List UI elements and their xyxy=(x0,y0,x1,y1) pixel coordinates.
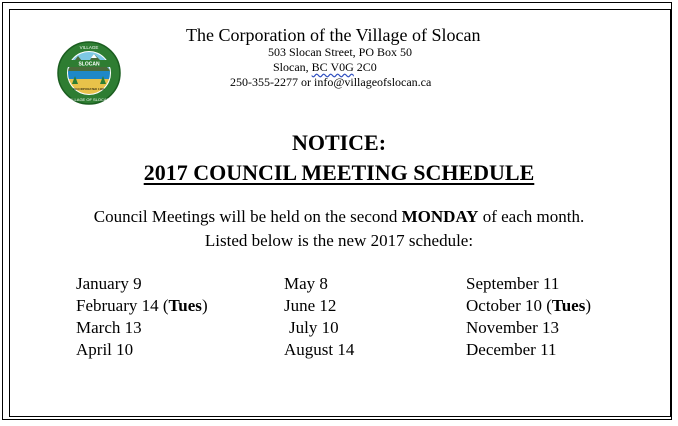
schedule-date-paren: ) xyxy=(585,296,591,315)
schedule-date: November 13 xyxy=(466,318,560,337)
seal-top-text: VILLAGE xyxy=(79,45,99,50)
notice-subheading: 2017 COUNCIL MEETING SCHEDULE xyxy=(143,160,535,185)
meeting-rule-text xyxy=(0,207,678,227)
seal-bottom-text: VILLAGE OF SLOCAN xyxy=(68,97,110,102)
schedule-intro-text: Listed below is the new 2017 schedule: xyxy=(204,231,474,250)
schedule-date: January 9 xyxy=(76,274,142,293)
schedule-date xyxy=(466,296,591,316)
schedule-date: September 11 xyxy=(466,274,560,293)
schedule-date: March 13 xyxy=(76,318,142,337)
schedule-date xyxy=(76,296,208,316)
schedule-date: August 14 xyxy=(284,340,355,359)
address-postal-suffix: 2C0 xyxy=(353,60,377,74)
schedule-date-text: October 10 ( xyxy=(466,296,552,315)
schedule-date-weekday: Tues xyxy=(168,296,202,315)
village-seal-icon xyxy=(56,40,122,106)
organization-title: The Corporation of the Village of Slocan xyxy=(186,25,481,45)
address-postal-prefix: BC V0G xyxy=(311,60,354,74)
seal-ribbon-text: SLOCAN xyxy=(78,61,100,68)
schedule-date: June 12 xyxy=(284,296,337,315)
meeting-rule-before: Council Meetings will be held on the second xyxy=(93,207,402,226)
notice-heading: NOTICE: xyxy=(291,130,387,155)
meeting-rule-after: of each month. xyxy=(478,207,585,226)
address-city: Slocan, xyxy=(273,60,312,74)
schedule-date: July 10 xyxy=(289,318,339,337)
address-line-2 xyxy=(273,60,377,75)
schedule-date: May 8 xyxy=(284,274,328,293)
schedule-date-text: February 14 ( xyxy=(76,296,169,315)
contact-line: 250-355-2277 or info@villageofslocan.ca xyxy=(230,75,432,89)
schedule-date-paren: ) xyxy=(201,296,208,315)
schedule-date: December 11 xyxy=(466,340,557,359)
address-line-1: 503 Slocan Street, PO Box 50 xyxy=(268,45,412,59)
schedule-date-weekday: Tues xyxy=(551,296,586,315)
meeting-rule-day: MONDAY xyxy=(401,207,479,226)
seal-year-text: INCORPORATED 1901 xyxy=(73,87,105,91)
schedule-date: April 10 xyxy=(76,340,134,359)
